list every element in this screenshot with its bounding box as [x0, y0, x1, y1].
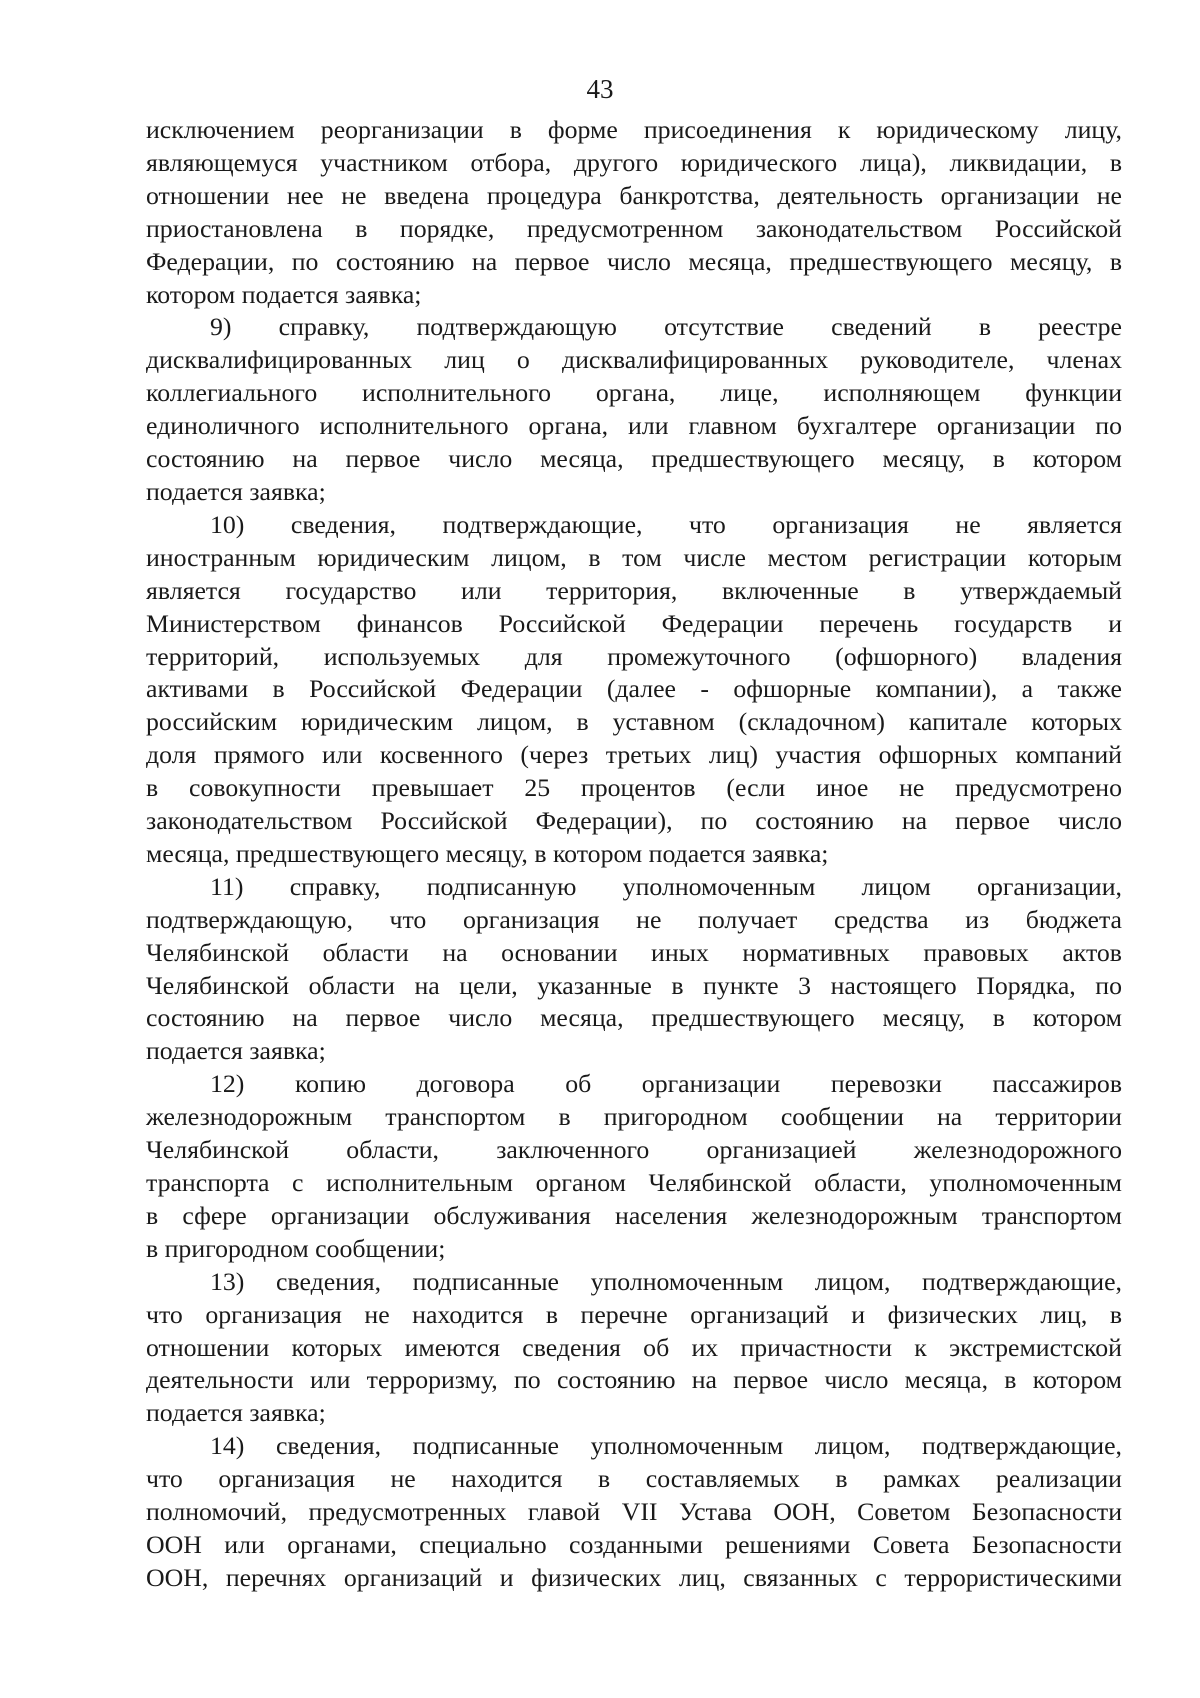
text-line: состоянию на первое число месяца, предшествующего месяцу, в котором — [146, 1003, 1122, 1033]
paragraph — [146, 1430, 1122, 1595]
text-line: подается заявка; — [146, 1398, 326, 1428]
text-line: транспорта с исполнительным органом Челябинской области, уполномоченным — [146, 1168, 1122, 1197]
text-line: отношении нее не введена процедура банкротства, деятельность организации не — [146, 180, 1122, 210]
paragraph — [146, 1266, 1122, 1431]
text-line: в сфере организации обслуживания населения железнодорожным транспортом — [146, 1200, 1122, 1230]
text-line: 11) справку, подписанную уполномоченным лицом организации, — [210, 871, 1122, 901]
paragraph — [146, 311, 1122, 508]
text-line: являющемуся участником отбора, другого юридического лица), ликвидации, в — [146, 147, 1122, 177]
paragraph — [146, 871, 1122, 1068]
text-line: 13) сведения, подписанные уполномоченным лицом, подтверждающие, — [210, 1266, 1122, 1296]
text-line: что организация не находится в перечне организаций и физических лиц, в — [146, 1299, 1122, 1329]
text-line: законодательством Российской Федерации), по состоянию на первое число — [146, 806, 1122, 836]
text-line: приостановлена в порядке, предусмотренном законодательством Российской — [146, 213, 1122, 243]
text-line: ООН или органами, специально созданными решениями Совета Безопасности — [146, 1529, 1122, 1559]
paragraph — [146, 114, 1122, 311]
text-line: отношении которых имеются сведения об их причастности к экстремистской — [146, 1332, 1122, 1362]
text-line: 14) сведения, подписанные уполномоченным лицом, подтверждающие, — [210, 1431, 1122, 1461]
text-line: Министерством финансов Российской Федерации перечень государств и — [146, 608, 1122, 638]
text-line: деятельности или терроризму, по состоянию на первое число месяца, в котором — [146, 1365, 1122, 1395]
text-line: подается заявка; — [146, 476, 326, 506]
paragraph — [146, 1068, 1122, 1265]
text-line: в пригородном сообщении; — [146, 1233, 446, 1263]
text-line: ООН, перечнях организаций и физических лиц, связанных с террористическими — [146, 1562, 1122, 1592]
text-line: иностранным юридическим лицом, в том числе местом регистрации которым — [146, 542, 1122, 572]
text-line: российским юридическим лицом, в уставном (складочном) капитале которых — [146, 707, 1122, 737]
text-line: в совокупности превышает 25 процентов (если иное не предусмотрено — [146, 773, 1122, 803]
text-line: 9) справку, подтверждающую отсутствие сведений в реестре — [210, 312, 1122, 342]
text-line: Федерации, по состоянию на первое число месяца, предшествующего месяцу, в — [146, 246, 1122, 276]
text-line: полномочий, предусмотренных главой VII Устава ООН, Советом Безопасности — [146, 1497, 1122, 1527]
text-line: месяца, предшествующего месяцу, в котором подается заявка; — [146, 838, 829, 868]
text-line: 10) сведения, подтверждающие, что организация не является — [210, 509, 1122, 539]
text-line: 12) копию договора об организации перевозки пассажиров — [210, 1069, 1122, 1099]
text-line: что организация не находится в составляемых в рамках реализации — [146, 1464, 1122, 1494]
text-line: является государство или территория, включенные в утверждаемый — [146, 575, 1122, 605]
text-line: подтверждающую, что организация не получает средства из бюджета — [146, 904, 1122, 934]
text-line: активами в Российской Федерации (далее - офшорные компании), а также — [146, 674, 1122, 704]
text-line: Челябинской области, заключенного организацией железнодорожного — [146, 1135, 1122, 1165]
paragraph — [146, 509, 1122, 871]
text-line: дисквалифицированных лиц о дисквалифицированных руководителе, членах — [146, 345, 1122, 375]
text-line: Челябинской области на основании иных нормативных правовых актов — [146, 937, 1122, 967]
document-body — [146, 114, 1122, 1595]
text-line: котором подается заявка; — [146, 279, 422, 309]
page-number: 43 — [586, 74, 614, 104]
text-line: Челябинской области на цели, указанные в пункте 3 настоящего Порядка, по — [146, 970, 1122, 1000]
text-line: подается заявка; — [146, 1036, 326, 1066]
text-line: состоянию на первое число месяца, предшествующего месяцу, в котором — [146, 444, 1122, 474]
text-line: коллегиального исполнительного органа, лице, исполняющем функции — [146, 378, 1122, 408]
text-line: единоличного исполнительного органа, или главном бухгалтере организации по — [146, 411, 1122, 441]
text-line: исключением реорганизации в форме присоединения к юридическому лицу, — [146, 115, 1122, 144]
text-line: железнодорожным транспортом в пригородном сообщении на территории — [146, 1102, 1122, 1132]
text-line: территорий, используемых для промежуточного (офшорного) владения — [146, 641, 1122, 671]
text-line: доля прямого или косвенного (через третьих лиц) участия офшорных компаний — [146, 740, 1122, 770]
